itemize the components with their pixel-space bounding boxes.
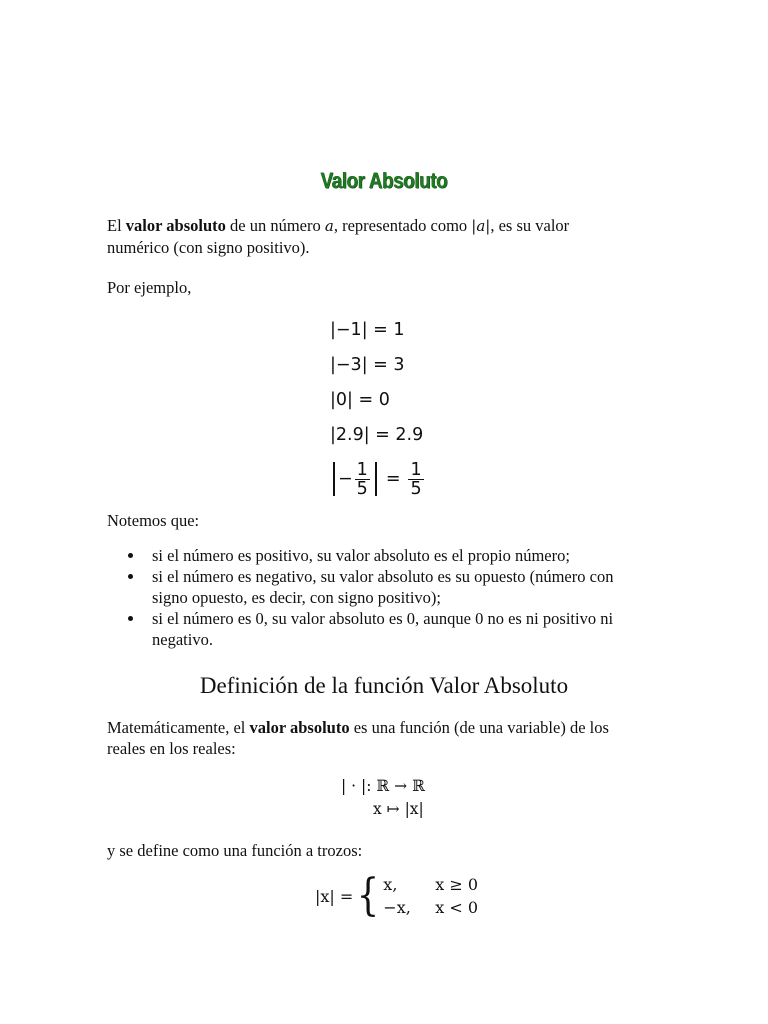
case-row [383,873,478,896]
bullet-icon [128,553,133,558]
intro-text-4: , es su valor [490,216,570,235]
result-numerator: 1 [410,459,422,480]
list-item [107,566,652,608]
function-map [341,775,425,821]
definition-text-2: es una función (de una variable) de los [349,718,609,737]
section-heading: Definición de la función Valor Absoluto [199,673,569,698]
definition-text-1: Matemáticamente, el [107,718,250,737]
piecewise-label: y se define como una función a trozos: [107,841,363,860]
fraction-equals: = [385,469,401,489]
brace-icon: { [357,870,380,921]
case-condition: x ≥ 0 [435,875,479,894]
abs-bar-left [333,462,335,496]
list-item-text: si el número es positivo, su valor absoluto es el propio número; [152,546,570,565]
fraction-minus: − [338,469,353,489]
definition-line-2: reales en los reales: [107,739,236,758]
examples-block [330,312,530,504]
notes-list [107,545,652,650]
bullet-icon [128,616,133,621]
case-value: x, [383,875,398,894]
intro-bold-term: valor absoluto [125,216,226,235]
list-item-text-cont: signo opuesto, es decir, con signo positivo); [152,588,441,607]
page-title: Valor Absoluto [320,168,448,193]
definition-paragraph [107,717,647,759]
fraction-denominator: 5 [356,478,368,499]
example-label: Por ejemplo, [107,278,192,297]
example-equation: |2.9| = 2.9 [330,424,424,445]
list-item-text: si el número es 0, su valor absoluto es 0, aunque 0 no es ni positivo ni [152,609,614,628]
result-denominator: 5 [410,478,422,499]
fraction-numerator: 1 [356,459,368,480]
definition-bold-term: valor absoluto [249,718,350,737]
example-equation: |−3| = 3 [330,354,405,375]
abs-bar-right [375,462,377,496]
variable-a: a [324,217,334,235]
intro-text-3: , representado como [333,216,472,235]
piecewise-cases [383,873,478,919]
function-map-signature: | · |: ℝ → ℝ [341,777,425,795]
intro-text-2: de un número [225,216,325,235]
list-item-text-cont: negativo. [152,630,213,649]
function-map-rule: x ↦ |x| [373,800,424,818]
result-fraction [408,461,423,498]
fraction-example [330,454,530,504]
list-item-text: si el número es negativo, su valor absoluto es su opuesto (número con [152,567,614,586]
intro-paragraph [107,215,647,258]
case-row [383,896,478,919]
list-item [107,545,652,566]
case-condition: x < 0 [435,898,479,917]
intro-line-2: numérico (con signo positivo). [107,238,310,257]
intro-text-1: El [107,216,126,235]
piecewise-definition [315,870,479,921]
example-equation: |−1| = 1 [330,319,405,340]
bullet-icon [128,574,133,579]
piecewise-lhs: |x| = [315,886,354,906]
case-value: −x, [383,898,411,917]
abs-a: |a| [471,217,491,235]
fraction [355,461,370,498]
example-equation: |0| = 0 [330,389,390,410]
list-item [107,608,652,650]
notes-label: Notemos que: [107,511,200,530]
